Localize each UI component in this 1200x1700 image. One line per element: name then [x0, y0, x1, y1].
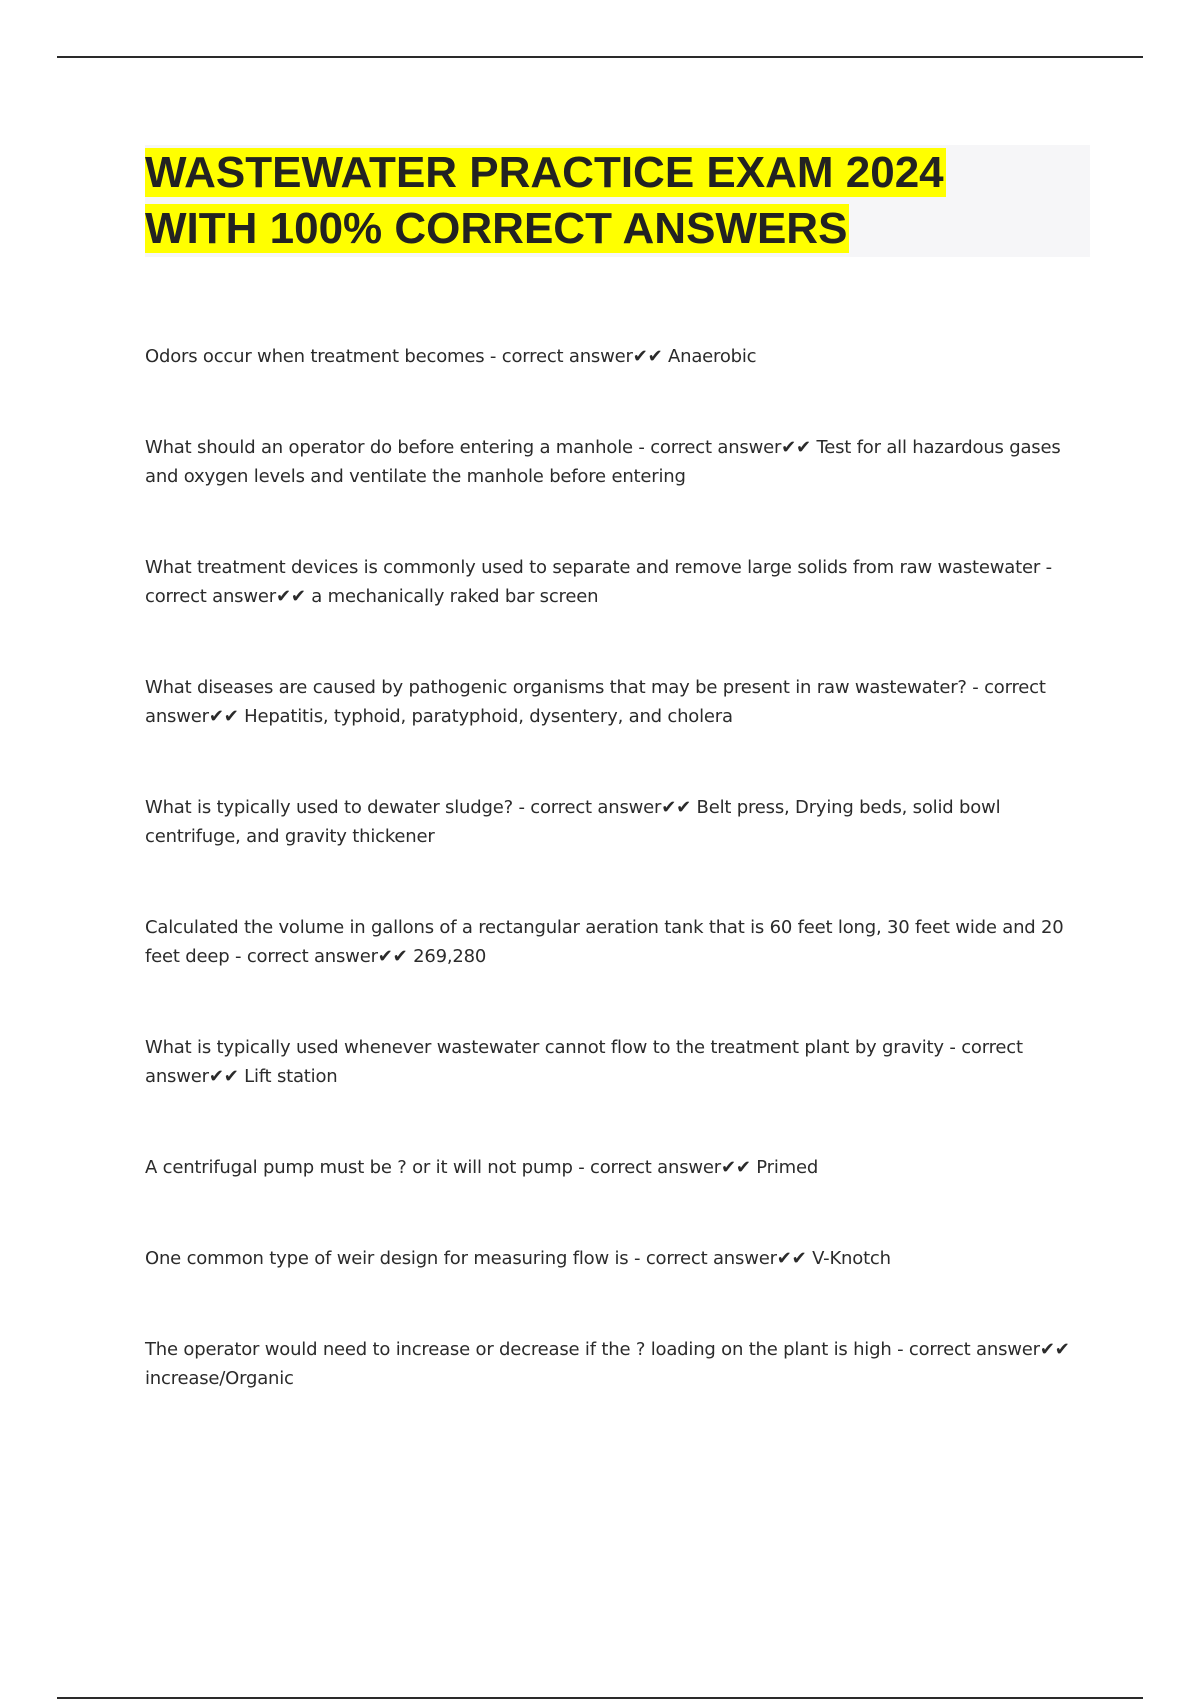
answer-label: correct answer✔✔: [590, 1157, 751, 1178]
question-text: What is typically used whenever wastewater cannot flow to the treatment plant by gravity: [145, 1037, 944, 1058]
answer-text: Hepatitis, typhoid, paratyphoid, dysentery, and cholera: [244, 706, 733, 727]
answer-text: increase/Organic: [145, 1368, 294, 1389]
qa-item: The operator would need to increase or decrease if the ? loading on the plant is high - correct answer✔✔ increase/Organic: [145, 1339, 1070, 1389]
answer-label: correct answer✔✔: [145, 1037, 1023, 1087]
answer-label: correct answer✔✔: [650, 437, 811, 458]
answer-text: Test for all hazardous gases and oxygen levels and ventilate the manhole before entering: [145, 437, 1061, 487]
qa-item: One common type of weir design for measuring flow is - correct answer✔✔ V-Knotch: [145, 1248, 891, 1269]
answer-text: Anaerobic: [668, 346, 757, 367]
answer-text: V-Knotch: [812, 1248, 891, 1269]
title-line-2: WITH 100% CORRECT ANSWERS: [145, 204, 848, 253]
qa-item: What is typically used whenever wastewater cannot flow to the treatment plant by gravity - correct answer✔✔ Lift station: [145, 1037, 1023, 1087]
question-text: The operator would need to increase or decrease if the ? loading on the plant is high: [145, 1339, 892, 1360]
answer-text: a mechanically raked bar screen: [311, 586, 599, 607]
qa-item: Calculated the volume in gallons of a rectangular aeration tank that is 60 feet long, 30 feet wide and 20 feet deep - correct answer✔✔ 269,280: [145, 917, 1064, 967]
title-block: [145, 145, 1090, 257]
qa-item: A centrifugal pump must be ? or it will not pump - correct answer✔✔ Primed: [145, 1157, 819, 1178]
answer-label: correct answer✔✔: [246, 946, 408, 967]
question-text: One common type of weir design for measuring flow is: [145, 1248, 629, 1269]
answer-text: Primed: [756, 1157, 819, 1178]
answer-label: correct answer✔✔: [145, 586, 306, 607]
question-text: Calculated the volume in gallons of a rectangular aeration tank that is 60 feet long, 30 feet wide and 20 feet deep: [145, 917, 1064, 967]
page-title: [145, 145, 1090, 257]
top-rule: [57, 56, 1143, 58]
title-line-1: WASTEWATER PRACTICE EXAM 2024: [145, 148, 944, 197]
question-text: Odors occur when treatment becomes: [145, 346, 485, 367]
question-text: What is typically used to dewater sludge?: [145, 797, 513, 818]
answer-text: Belt press, Drying beds, solid bowl centrifuge, and gravity thickener: [145, 797, 1001, 847]
answer-text: Lift station: [244, 1066, 338, 1087]
qa-list: [145, 342, 1095, 1393]
answer-label: correct answer✔✔: [530, 797, 692, 818]
answer-text: 269,280: [413, 946, 487, 967]
answer-label: correct answer✔✔: [501, 346, 663, 367]
answer-label: correct answer✔✔: [145, 677, 1046, 727]
question-text: What diseases are caused by pathogenic organisms that may be present in raw wastewater?: [145, 677, 967, 698]
bottom-rule: [57, 1697, 1143, 1699]
question-text: What treatment devices is commonly used to separate and remove large solids from raw wastewater: [145, 557, 1041, 578]
qa-item: What treatment devices is commonly used to separate and remove large solids from raw wastewater - correct answer✔✔ a mechanically raked bar screen: [145, 557, 1052, 607]
question-text: A centrifugal pump must be ? or it will not pump: [145, 1157, 573, 1178]
answer-label: correct answer✔✔: [645, 1248, 807, 1269]
qa-item: What diseases are caused by pathogenic organisms that may be present in raw wastewater? - correct answer✔✔ Hepatitis, typhoid, paratyphoid, dysentery, and cholera: [145, 677, 1046, 727]
answer-label: correct answer✔✔: [908, 1339, 1070, 1360]
qa-item: What should an operator do before entering a manhole - correct answer✔✔ Test for all hazardous gases and oxygen levels and ventilate the manhole before entering: [145, 437, 1061, 487]
question-text: What should an operator do before entering a manhole: [145, 437, 633, 458]
qa-item: Odors occur when treatment becomes - correct answer✔✔ Anaerobic: [145, 346, 757, 367]
qa-item: What is typically used to dewater sludge? - correct answer✔✔ Belt press, Drying beds, solid bowl centrifuge, and gravity thickener: [145, 797, 1001, 847]
